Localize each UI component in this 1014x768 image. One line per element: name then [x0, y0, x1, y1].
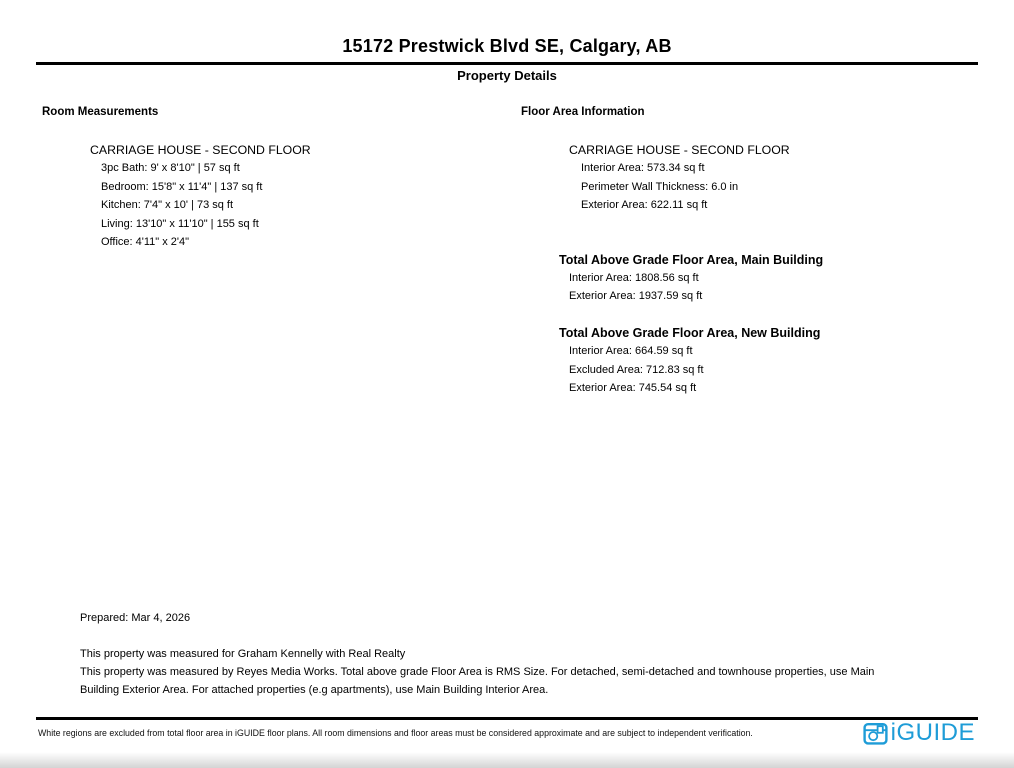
- room-line: Living: 13'10" x 11'10" | 155 sq ft: [101, 217, 259, 230]
- floor-name: CARRIAGE HOUSE - SECOND FLOOR: [90, 143, 311, 157]
- detail-line: Excluded Area: 712.83 sq ft: [569, 363, 704, 376]
- floor-area-details: [521, 159, 981, 214]
- total-section-name: Total Above Grade Floor Area, Main Building: [559, 252, 824, 267]
- room-line: Bedroom: 15'8" x 11'4" | 137 sq ft: [101, 180, 263, 193]
- detail-line: Perimeter Wall Thickness: 6.0 in: [581, 180, 739, 193]
- total-section-details: [521, 342, 981, 397]
- page-title: 15172 Prestwick Blvd SE, Calgary, AB: [342, 36, 672, 56]
- disclaimer-text: White regions are excluded from total floor area in iGUIDE floor plans. All room dimensions and floor areas must be considered approximate and are subject to independent verification.: [38, 728, 753, 738]
- room-list: [42, 159, 492, 251]
- detail-line: Exterior Area: 622.11 sq ft: [581, 199, 708, 212]
- detail-line: Exterior Area: 745.54 sq ft: [569, 382, 697, 395]
- iguide-logo-text: iGUIDE: [890, 719, 975, 746]
- detail-line: Interior Area: 1808.56 sq ft: [569, 272, 699, 285]
- floor-block: [42, 141, 492, 251]
- detail-line: Interior Area: 573.34 sq ft: [581, 162, 705, 175]
- bottom-bar: [0, 719, 1014, 753]
- total-section-name: Total Above Grade Floor Area, New Building: [559, 325, 821, 340]
- page-subtitle: Property Details: [457, 68, 557, 83]
- total-section-details: [521, 269, 981, 306]
- room-measurements-heading: Room Measurements: [42, 106, 159, 118]
- page-edge-shadow: [0, 752, 1014, 768]
- floor-area-information-section: [521, 105, 981, 397]
- floor-area-information-heading: Floor Area Information: [521, 106, 645, 118]
- detail-line: Interior Area: 664.59 sq ft: [569, 345, 693, 358]
- iguide-logo: [863, 721, 975, 745]
- room-line: 3pc Bath: 9' x 8'10" | 57 sq ft: [101, 162, 240, 175]
- prepared-date: Prepared: Mar 4, 2026: [80, 612, 191, 624]
- floor-area-block: [521, 141, 981, 215]
- room-line: Kitchen: 7'4" x 10' | 73 sq ft: [101, 199, 234, 212]
- room-line: Office: 4'11" x 2'4": [101, 236, 190, 249]
- title-divider: [36, 62, 978, 65]
- total-main-building-block: [521, 251, 981, 306]
- total-new-building-block: [521, 324, 981, 398]
- detail-line: Exterior Area: 1937.59 sq ft: [569, 290, 703, 303]
- iguide-camera-icon: [863, 721, 888, 745]
- room-measurements-section: [42, 105, 492, 251]
- floor-area-name: CARRIAGE HOUSE - SECOND FLOOR: [569, 143, 790, 157]
- measurement-note: This property was measured by Reyes Media Works. Total above grade Floor Area is RMS Size. For detached, semi-detached and townhouse properties, use Main Building Exterior Area. For attached properties (e.g apartments), use Main Building Interior Area.: [80, 666, 875, 697]
- measured-for-line: This property was measured for Graham Kennelly with Real Realty: [80, 648, 406, 660]
